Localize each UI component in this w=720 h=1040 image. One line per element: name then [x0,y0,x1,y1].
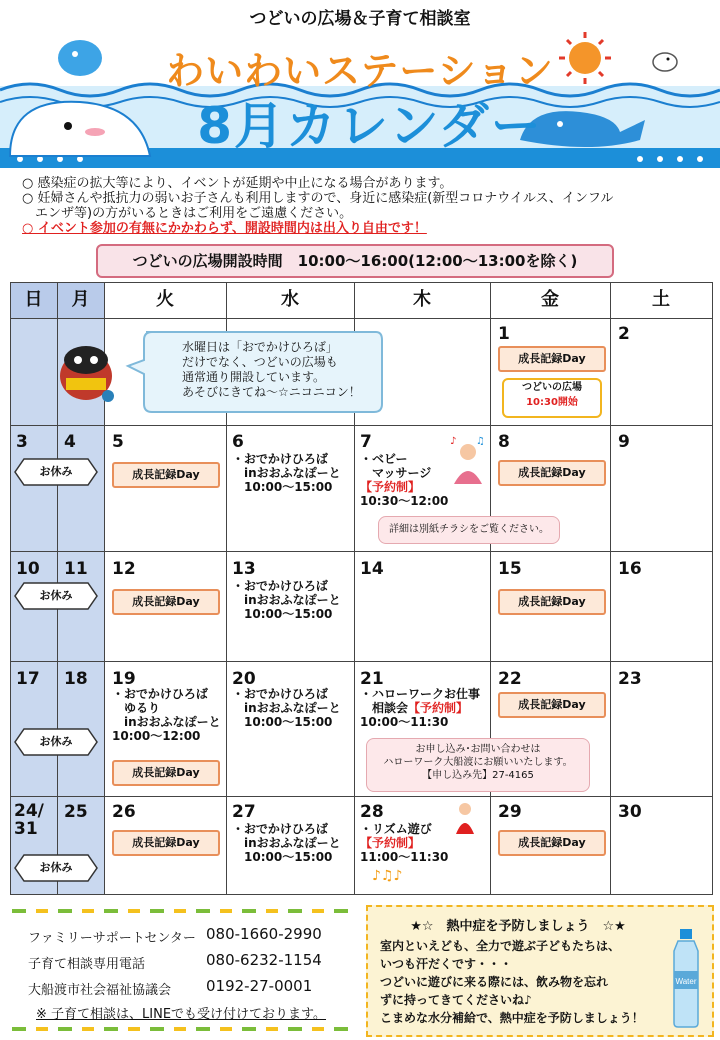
date-6: 6 [232,432,244,452]
mascot-icon [46,338,126,408]
header-tue: 火 [156,289,174,310]
hellowork-event: ・ハローワークお仕事 相談会【予約制】 10:00～11:30 [360,687,481,729]
svg-text:♪: ♪ [450,436,457,447]
svg-text:Water: Water [675,977,697,986]
sub-title: 8月カレンダー [197,97,543,155]
open-hours-banner: つどいの広場開設時間 10:00～16:00(12:00～13:00を除く) [96,244,614,278]
dancing-child-icon [450,800,480,840]
odekake-event: ・おでかけひろば inおおふなぽーと 10:00～15:00 [232,579,341,621]
hellowork-note: お申し込み･お問い合わせは ハローワーク大船渡にお願いいたします。 【申し込み先】27-4165 [366,738,590,792]
growth-record-tag: 成長記録Day [498,692,606,718]
growth-record-tag: 成長記録Day [112,462,220,488]
growth-record-tag: 成長記録Day [498,830,606,856]
date-11: 11 [64,559,88,579]
holiday-badge: お休み [14,854,98,882]
header-wed: 水 [281,289,299,310]
date-29: 29 [498,802,522,822]
growth-record-tag: 成長記録Day [112,830,220,856]
baby-massage-event: ・ベビー マッサージ 【予約制】 10:30～12:00 [360,452,449,508]
yururi-event: ・おでかけひろば ゆるり inおおふなぽーと 10:00～12:00 [112,687,221,743]
heatstroke-box [366,905,714,1037]
speech-text: 水曜日は「おでかけひろば」 だけでなく、つどいの広場も 通常通り開設しています。 あそびにきてね～☆ニコニコン！ [182,340,361,399]
growth-record-tag: 成長記録Day [112,589,220,615]
date-9: 9 [618,432,630,452]
top-title: つどいの広場＆子育て相談室 [249,9,471,29]
contact-section [12,905,352,1035]
calendar-grid [10,282,713,895]
header-sat: 土 [652,289,670,310]
date-2: 2 [618,324,630,344]
notice-2-cont: エンザ等)の方がいるときはご利用をご遠慮ください。 [22,206,353,221]
date-8: 8 [498,432,510,452]
header-sun: 日 [24,289,43,310]
water-bottle-icon [668,927,704,1029]
svg-text:♫: ♫ [476,436,485,447]
date-15: 15 [498,559,522,579]
header-thu: 木 [413,289,431,310]
phone-number: 080-1660-2990 [206,925,322,943]
heat-title: ★☆ 熱中症を予防しましょう ☆★ [410,919,626,934]
growth-record-tag: 成長記録Day [498,460,606,486]
notice-3: ○ イベント参加の有無にかかわらず、開設時間内は出入り自由です！ [22,221,427,236]
baby-massage-icon [446,434,490,492]
date-28: 28 [360,802,384,822]
date-21: 21 [360,669,384,689]
date-24-31: 24/ 31 [14,801,44,839]
odekake-event: ・おでかけひろば inおおふなぽーと 10:00～15:00 [232,822,341,864]
date-19: 19 [112,669,136,689]
growth-record-tag: 成長記録Day [112,760,220,786]
date-17: 17 [16,669,40,689]
contact-row: ファミリーサポートセンター 080-1660-2990 [28,925,322,946]
growth-record-tag: 成長記録Day [498,589,606,615]
date-23: 23 [618,669,642,689]
open-time-box: つどいの広場 10:30開始 [502,378,602,418]
date-4: 4 [64,432,76,452]
holiday-badge: お休み [14,728,98,756]
heat-text: 室内といえども、全力で遊ぶ子どもたちは、 いつも汗だくです・・・ つどいに遊びに来る際には、飲み物を忘れ ずに持ってきてくださいね♪ こまめな水分補給で、熱中症を予防しましょう！ [380,939,644,1025]
date-26: 26 [112,802,136,822]
odekake-event: ・おでかけひろば inおおふなぽーと 10:00～15:00 [232,687,341,729]
date-20: 20 [232,669,256,689]
date-14: 14 [360,559,384,579]
date-10: 10 [16,559,40,579]
rhythm-event: ・リズム遊び 【予約制】 11:00～11:30 [360,822,449,864]
main-title: わいわいステーション [166,49,554,93]
date-16: 16 [618,559,642,579]
date-18: 18 [64,669,88,689]
header-mon: 月 [71,289,90,310]
date-13: 13 [232,559,256,579]
notice-2: ○ 妊婦さんや抵抗力の弱いお子さんも利用しますので、身近に感染症(新型コロナウイルス、インフル [22,191,614,206]
date-3: 3 [16,432,28,452]
header-fri: 金 [541,289,559,310]
notice-1: ○ 感染症の拡大等により、イベントが延期や中止になる場合があります。 [22,176,453,191]
odekake-event: ・おでかけひろば inおおふなぽーと 10:00～15:00 [232,452,341,494]
date-30: 30 [618,802,642,822]
date-27: 27 [232,802,256,822]
date-25: 25 [64,802,88,822]
date-7: 7 [360,432,372,452]
line-note: ※ 子育て相談は、LINEでも受け付けております。 [36,1007,327,1022]
phone-number: 080-6232-1154 [206,951,322,969]
music-notes-icon: ♪♫♪ [372,868,403,884]
contact-row: 大船渡市社会福祉協議会 0192-27-0001 [28,977,313,998]
holiday-badge: お休み [14,582,98,610]
phone-number: 0192-27-0001 [206,977,313,995]
growth-record-tag: 成長記録Day [498,346,606,372]
holiday-badge: お休み [14,458,98,486]
baby-note: 詳細は別紙チラシをご覧ください。 [378,516,560,544]
date-1: 1 [498,324,510,344]
contact-row: 子育て相談専用電話 080-6232-1154 [28,951,322,972]
date-22: 22 [498,669,522,689]
date-12: 12 [112,559,136,579]
date-5: 5 [112,432,124,452]
